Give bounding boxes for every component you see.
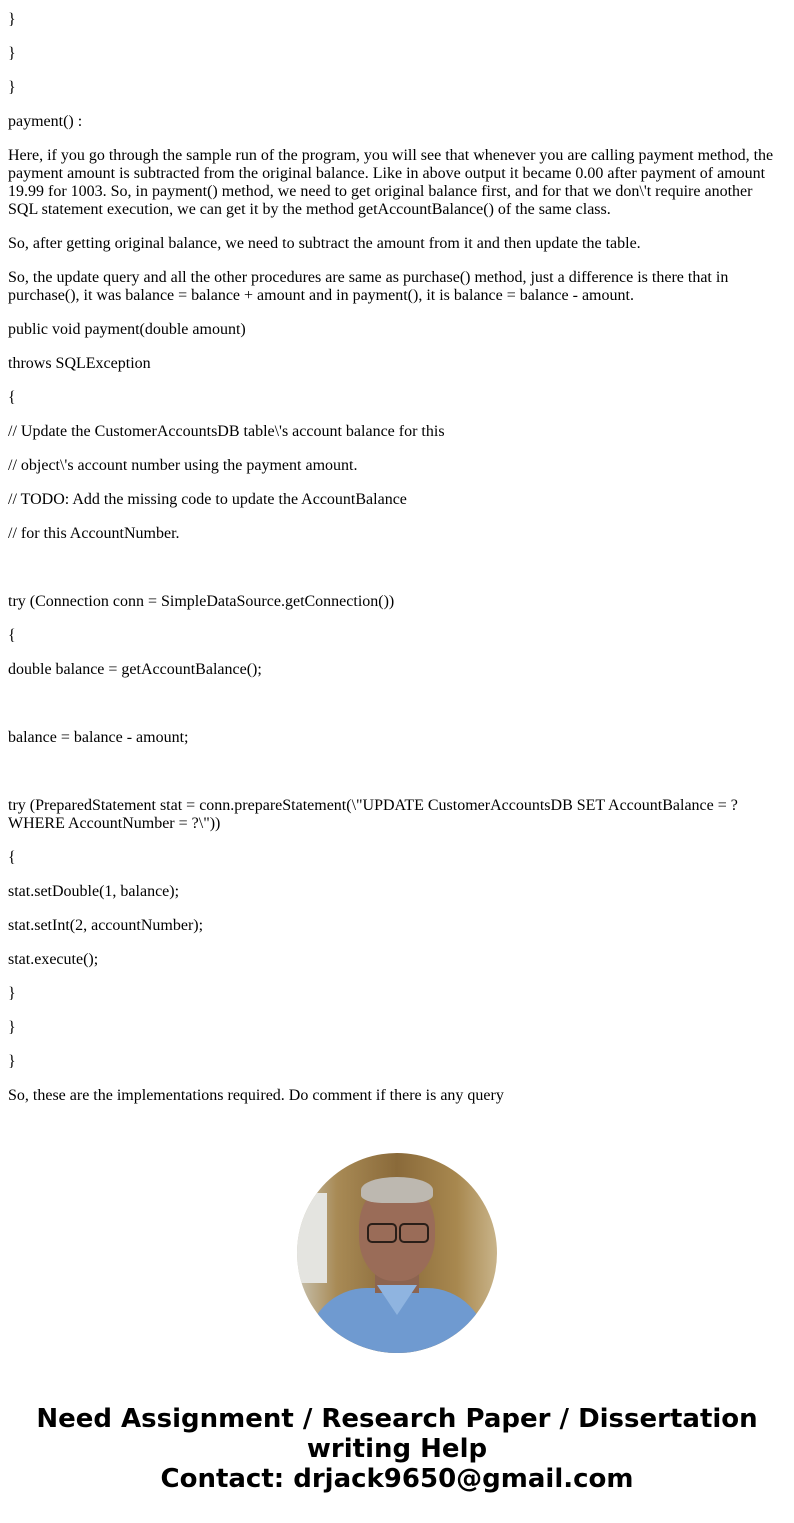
paragraph: stat.setInt(2, accountNumber); bbox=[8, 917, 204, 934]
paragraph: { bbox=[8, 627, 16, 644]
paragraph: // object\'s account number using the payment amount. bbox=[8, 457, 358, 474]
paragraph: // TODO: Add the missing code to update the AccountBalance bbox=[8, 491, 407, 508]
paragraph: } bbox=[8, 45, 16, 62]
paragraph: stat.setDouble(1, balance); bbox=[8, 883, 180, 900]
author-photo bbox=[297, 1153, 497, 1353]
blank-paragraph bbox=[8, 559, 786, 577]
promo-banner bbox=[0, 1404, 794, 1494]
paragraph: } bbox=[8, 11, 16, 28]
paragraph: } bbox=[8, 1053, 16, 1070]
promo-line-1: Need Assignment / Research Paper / Dissertation bbox=[36, 1404, 758, 1434]
answer-content bbox=[8, 11, 786, 1121]
paragraph: // Update the CustomerAccountsDB table\'s account balance for this bbox=[8, 423, 445, 440]
paragraph: double balance = getAccountBalance(); bbox=[8, 661, 262, 678]
paragraph: try (PreparedStatement stat = conn.prepareStatement(\"UPDATE CustomerAccountsDB SET AccountBalance = ? WHERE AccountNumber = ?\")) bbox=[8, 797, 738, 832]
paragraph: { bbox=[8, 849, 16, 866]
paragraph: stat.execute(); bbox=[8, 951, 99, 968]
paragraph: throws SQLException bbox=[8, 355, 151, 372]
promo-line-2: writing Help bbox=[306, 1434, 488, 1464]
paragraph: So, these are the implementations required. Do comment if there is any query bbox=[8, 1087, 504, 1104]
paragraph: So, after getting original balance, we need to subtract the amount from it and then update the table. bbox=[8, 235, 641, 252]
paragraph: try (Connection conn = SimpleDataSource.getConnection()) bbox=[8, 593, 395, 610]
paragraph: } bbox=[8, 79, 16, 96]
paragraph: { bbox=[8, 389, 16, 406]
blank-paragraph bbox=[8, 763, 786, 781]
paragraph: public void payment(double amount) bbox=[8, 321, 246, 338]
paragraph: // for this AccountNumber. bbox=[8, 525, 180, 542]
blank-paragraph bbox=[8, 695, 786, 713]
paragraph: balance = balance - amount; bbox=[8, 729, 189, 746]
paragraph: Here, if you go through the sample run of the program, you will see that whenever you are calling payment method, the payment amount is subtracted from the original balance. Like in above output it became 0.00 after payment of amount 19.99 for 1003. So, in payment() method, we need to get original balance first, and for that we don\'t require another SQL statement execution, we can get it by the method getAccountBalance() of the same class. bbox=[8, 147, 774, 218]
paragraph: } bbox=[8, 985, 16, 1002]
paragraph: So, the update query and all the other procedures are same as purchase() method, just a difference is there that in purchase(), it was balance = balance + amount and in payment(), it is balance = balance - amount. bbox=[8, 269, 729, 304]
paragraph: } bbox=[8, 1019, 16, 1036]
promo-contact: Contact: drjack9650@gmail.com bbox=[160, 1464, 634, 1494]
paragraph: payment() : bbox=[8, 113, 83, 130]
